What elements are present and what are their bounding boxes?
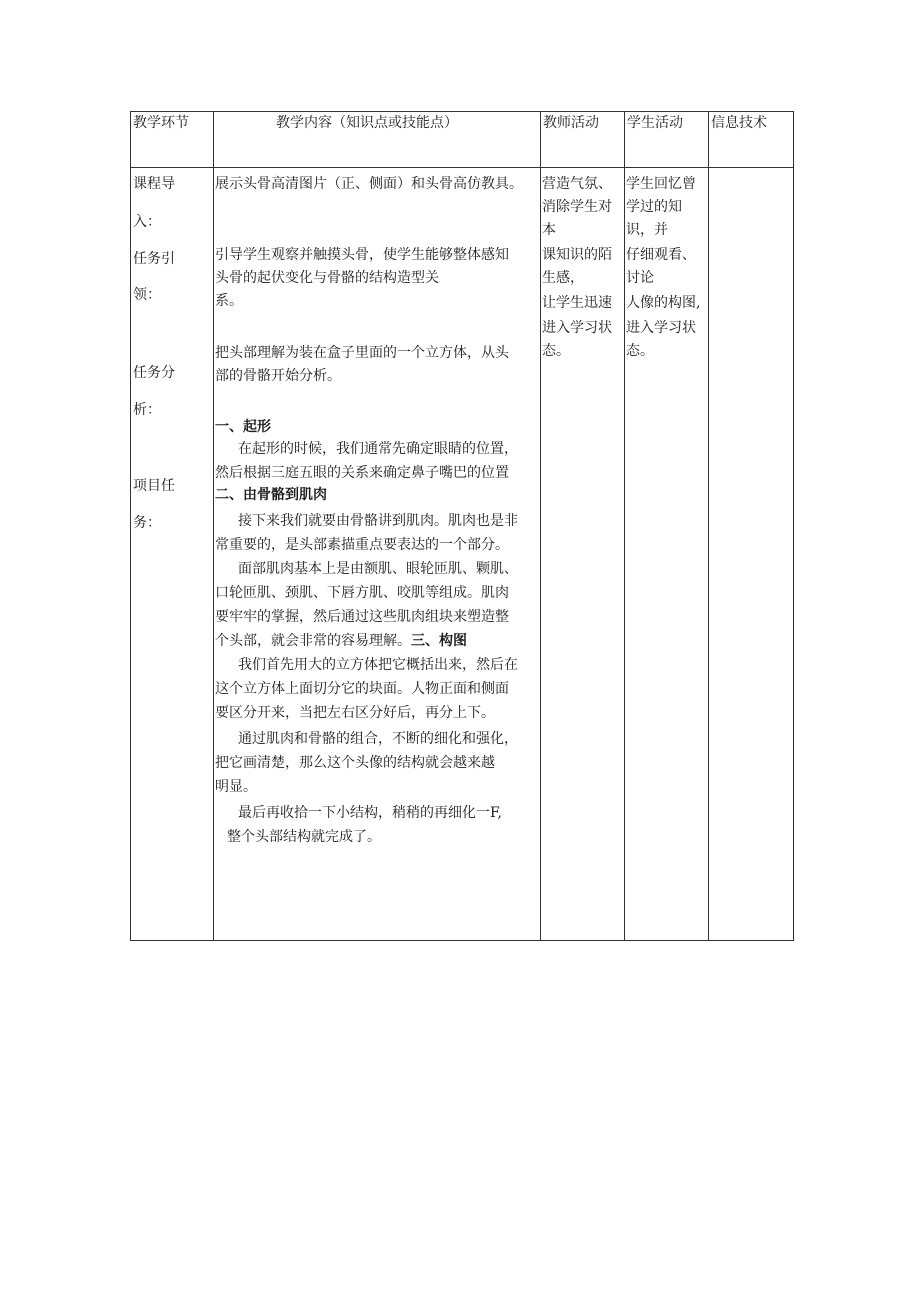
lesson-plan-table bbox=[130, 111, 794, 941]
student-activity-cell bbox=[625, 168, 709, 941]
content-text: 个头部，就会非常的容易理解。 bbox=[215, 633, 411, 649]
content-paragraph-line: 明显。 bbox=[215, 779, 257, 795]
info-tech-cell bbox=[709, 168, 794, 941]
content-paragraph-line: 系。 bbox=[215, 293, 243, 309]
header-it-label: 信息技术 bbox=[711, 115, 767, 131]
teacher-line: 生感， bbox=[542, 270, 584, 286]
stage-line: 领： bbox=[133, 287, 161, 303]
table-body-row bbox=[131, 168, 794, 941]
content-paragraph-line: 然后根据三庭五眼的关系来确定鼻子嘴巴的位置 bbox=[215, 465, 509, 481]
teacher-line: 营造气氛、 bbox=[542, 176, 612, 192]
content-paragraph-line: 把它画清楚，那么这个头像的结构就会越来越 bbox=[215, 755, 495, 771]
header-student-label: 学生活动 bbox=[627, 115, 683, 131]
content-paragraph-line: 口轮匝肌、颈肌、下唇方肌、咬肌等组成。肌肉 bbox=[215, 585, 509, 601]
student-line: 学过的知 bbox=[626, 199, 682, 215]
teacher-line: 态。 bbox=[542, 343, 570, 359]
content-paragraph-line: 要区分开来，当把左右区分好后，再分上下。 bbox=[215, 705, 495, 721]
stage-cell bbox=[131, 168, 214, 941]
header-cell-student bbox=[625, 112, 709, 168]
content-paragraph-line: 整个头部结构就完成了。 bbox=[227, 829, 381, 845]
content-paragraph-line: 把头部理解为装在盒子里面的一个立方体，从头 bbox=[215, 345, 509, 361]
content-paragraph-line: 要牢牢的掌握，然后通过这些肌肉组块来塑造整 bbox=[215, 609, 509, 625]
content-paragraph-line: 接下来我们就要由骨骼讲到肌肉。肌肉也是非 bbox=[238, 513, 518, 529]
header-cell-content bbox=[214, 112, 541, 168]
section-heading: 一、起形 bbox=[215, 419, 271, 435]
content-paragraph-line: 展示头骨高清图片（正、侧面）和头骨高仿教具。 bbox=[215, 176, 523, 192]
header-content-label: 教学内容（知识点或技能点） bbox=[276, 115, 458, 131]
student-line: 人像的构图, bbox=[626, 295, 701, 311]
content-paragraph-line: 头骨的起伏变化与骨骼的结构造型关 bbox=[215, 270, 439, 286]
header-cell-it bbox=[709, 112, 794, 168]
content-paragraph-line: 通过肌肉和骨骼的组合，不断的细化和强化， bbox=[238, 731, 518, 747]
content-paragraph-line: 这个立方体上面切分它的块面。人物正面和侧面 bbox=[215, 681, 509, 697]
student-line: 识，并 bbox=[626, 222, 668, 238]
student-line: 学生回忆曾 bbox=[626, 176, 696, 192]
section-heading: 三、构图 bbox=[411, 633, 467, 649]
stage-line: 项目任 bbox=[133, 478, 175, 494]
header-stage-label: 教学环节 bbox=[133, 115, 189, 131]
header-cell-teacher bbox=[541, 112, 625, 168]
teacher-activity-cell bbox=[541, 168, 625, 941]
teacher-line: 让学生迅速 bbox=[542, 295, 612, 311]
content-paragraph-line: 最后再收拾一下小结构，稍稍的再细化一F, bbox=[238, 805, 502, 821]
content-cell bbox=[214, 168, 541, 941]
table-header-row bbox=[131, 112, 794, 168]
stage-line: 务： bbox=[133, 515, 161, 531]
student-line: 讨论 bbox=[626, 270, 654, 286]
stage-line: 任务分 bbox=[133, 365, 175, 381]
stage-line: 课程导 bbox=[133, 176, 175, 192]
teacher-line: 进入学习状 bbox=[542, 320, 612, 336]
content-paragraph-line: 部的骨骼开始分析。 bbox=[215, 368, 341, 384]
header-cell-stage bbox=[131, 112, 214, 168]
content-paragraph-line: 面部肌肉基本上是由额肌、眼轮匝肌、颗肌、 bbox=[238, 561, 518, 577]
content-paragraph-line: 引导学生观察并触摸头骨，使学生能够整体感知 bbox=[215, 247, 509, 263]
student-line: 仔细观看、 bbox=[626, 247, 696, 263]
stage-line: 析： bbox=[133, 402, 161, 418]
teacher-line: 课知识的陌 bbox=[542, 247, 612, 263]
stage-line: 入： bbox=[133, 214, 161, 230]
student-line: 进入学习状 bbox=[626, 320, 696, 336]
section-heading: 二、由骨骼到肌肉 bbox=[215, 487, 327, 503]
teacher-line: 消除学生对 bbox=[542, 199, 612, 215]
content-paragraph-line bbox=[215, 632, 467, 650]
content-paragraph-line: 我们首先用大的立方体把它概括出来，然后在 bbox=[238, 657, 518, 673]
content-paragraph-line: 在起形的时候，我们通常先确定眼睛的位置， bbox=[238, 441, 518, 457]
content-paragraph-line: 常重要的，是头部素描重点要表达的一个部分。 bbox=[215, 537, 509, 553]
student-line: 态。 bbox=[626, 343, 654, 359]
stage-line: 任务引 bbox=[133, 251, 175, 267]
header-teacher-label: 教师活动 bbox=[543, 115, 599, 131]
teacher-line: 本 bbox=[542, 222, 556, 238]
